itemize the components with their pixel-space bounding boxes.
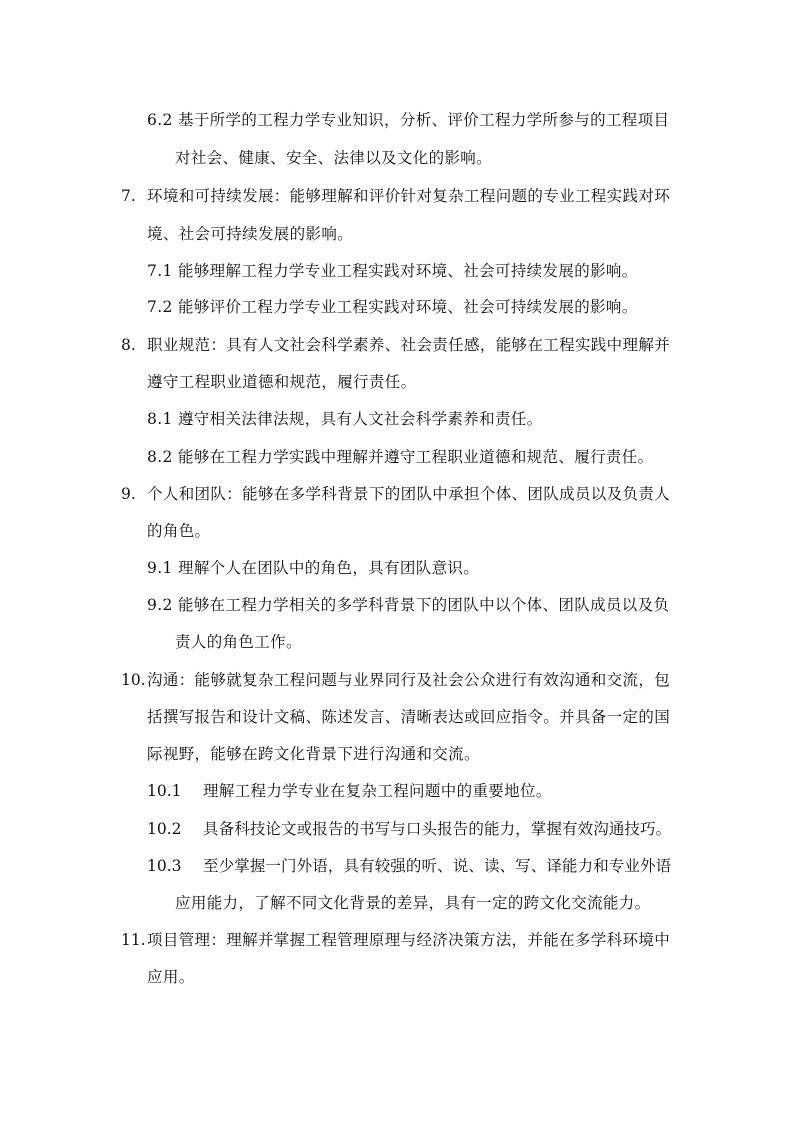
sub-item-8-1: 8.1 遵守相关法律法规，具有人文社会科学素养和责任。 xyxy=(147,410,543,428)
item-8-number: 8. xyxy=(121,336,136,354)
sub-item-7-2: 7.2 能够评价工程力学专业工程实践对环境、社会可持续发展的影响。 xyxy=(147,298,638,316)
sub-item-10-2-number: 10.2 xyxy=(147,820,182,838)
item-11-line-2: 应用。 xyxy=(147,968,195,986)
sub-item-10-3-number: 10.3 xyxy=(147,857,182,875)
sub-item-9-2-line-1: 9.2 能够在工程力学相关的多学科背景下的团队中以个体、团队成员以及负 xyxy=(147,596,670,614)
item-11-line-1: 项目管理：理解并掌握工程管理原理与经济决策方法，并能在多学科环境中 xyxy=(147,931,671,949)
sub-item-6-2-line-2: 对社会、健康、安全、法律以及文化的影响。 xyxy=(175,149,493,167)
sub-item-10-3-line-1: 至少掌握一门外语，具有较强的听、说、读、写、译能力和专业外语 xyxy=(203,857,672,875)
sub-item-9-1: 9.1 理解个人在团队中的角色，具有团队意识。 xyxy=(147,559,480,577)
sub-item-8-2: 8.2 能够在工程力学实践中理解并遵守工程职业道德和规范、履行责任。 xyxy=(147,448,654,466)
item-7-number: 7. xyxy=(121,187,136,205)
sub-item-10-1-text: 理解工程力学专业在复杂工程问题中的重要地位。 xyxy=(203,782,552,800)
item-7-line-2: 境、社会可持续发展的影响。 xyxy=(147,225,354,243)
sub-item-7-1: 7.1 能够理解工程力学专业工程实践对环境、社会可持续发展的影响。 xyxy=(147,262,638,280)
item-11-number: 11. xyxy=(121,931,146,949)
item-8-line-2: 遵守工程职业道德和规范，履行责任。 xyxy=(147,373,417,391)
item-8-line-1: 职业规范：具有人文社会科学素养、社会责任感，能够在工程实践中理解并 xyxy=(147,336,671,354)
item-9-line-2: 的角色。 xyxy=(147,522,211,540)
item-9-line-1: 个人和团队：能够在多学科背景下的团队中承担个体、团队成员以及负责人 xyxy=(147,485,671,503)
item-10-line-3: 际视野，能够在跨文化背景下进行沟通和交流。 xyxy=(147,745,480,763)
sub-item-10-1-number: 10.1 xyxy=(147,782,182,800)
item-10-number: 10. xyxy=(121,671,146,689)
sub-item-10-3-line-2: 应用能力，了解不同文化背景的差异，具有一定的跨文化交流能力。 xyxy=(175,894,651,912)
sub-item-6-2-line-1: 6.2 基于所学的工程力学专业知识，分析、评价工程力学所参与的工程项目 xyxy=(147,111,670,129)
item-10-line-2: 括撰写报告和设计文稿、陈述发言、清晰表达或回应指令。并具备一定的国 xyxy=(147,708,671,726)
item-7-line-1: 环境和可持续发展：能够理解和评价针对复杂工程问题的专业工程实践对环 xyxy=(147,187,671,205)
sub-item-9-2-line-2: 责人的角色工作。 xyxy=(175,633,302,651)
item-9-number: 9. xyxy=(121,485,136,503)
sub-item-10-2-text: 具备科技论文或报告的书写与口头报告的能力，掌握有效沟通技巧。 xyxy=(203,820,672,838)
item-10-line-1: 沟通：能够就复杂工程问题与业界同行及社会公众进行有效沟通和交流，包 xyxy=(147,671,671,689)
